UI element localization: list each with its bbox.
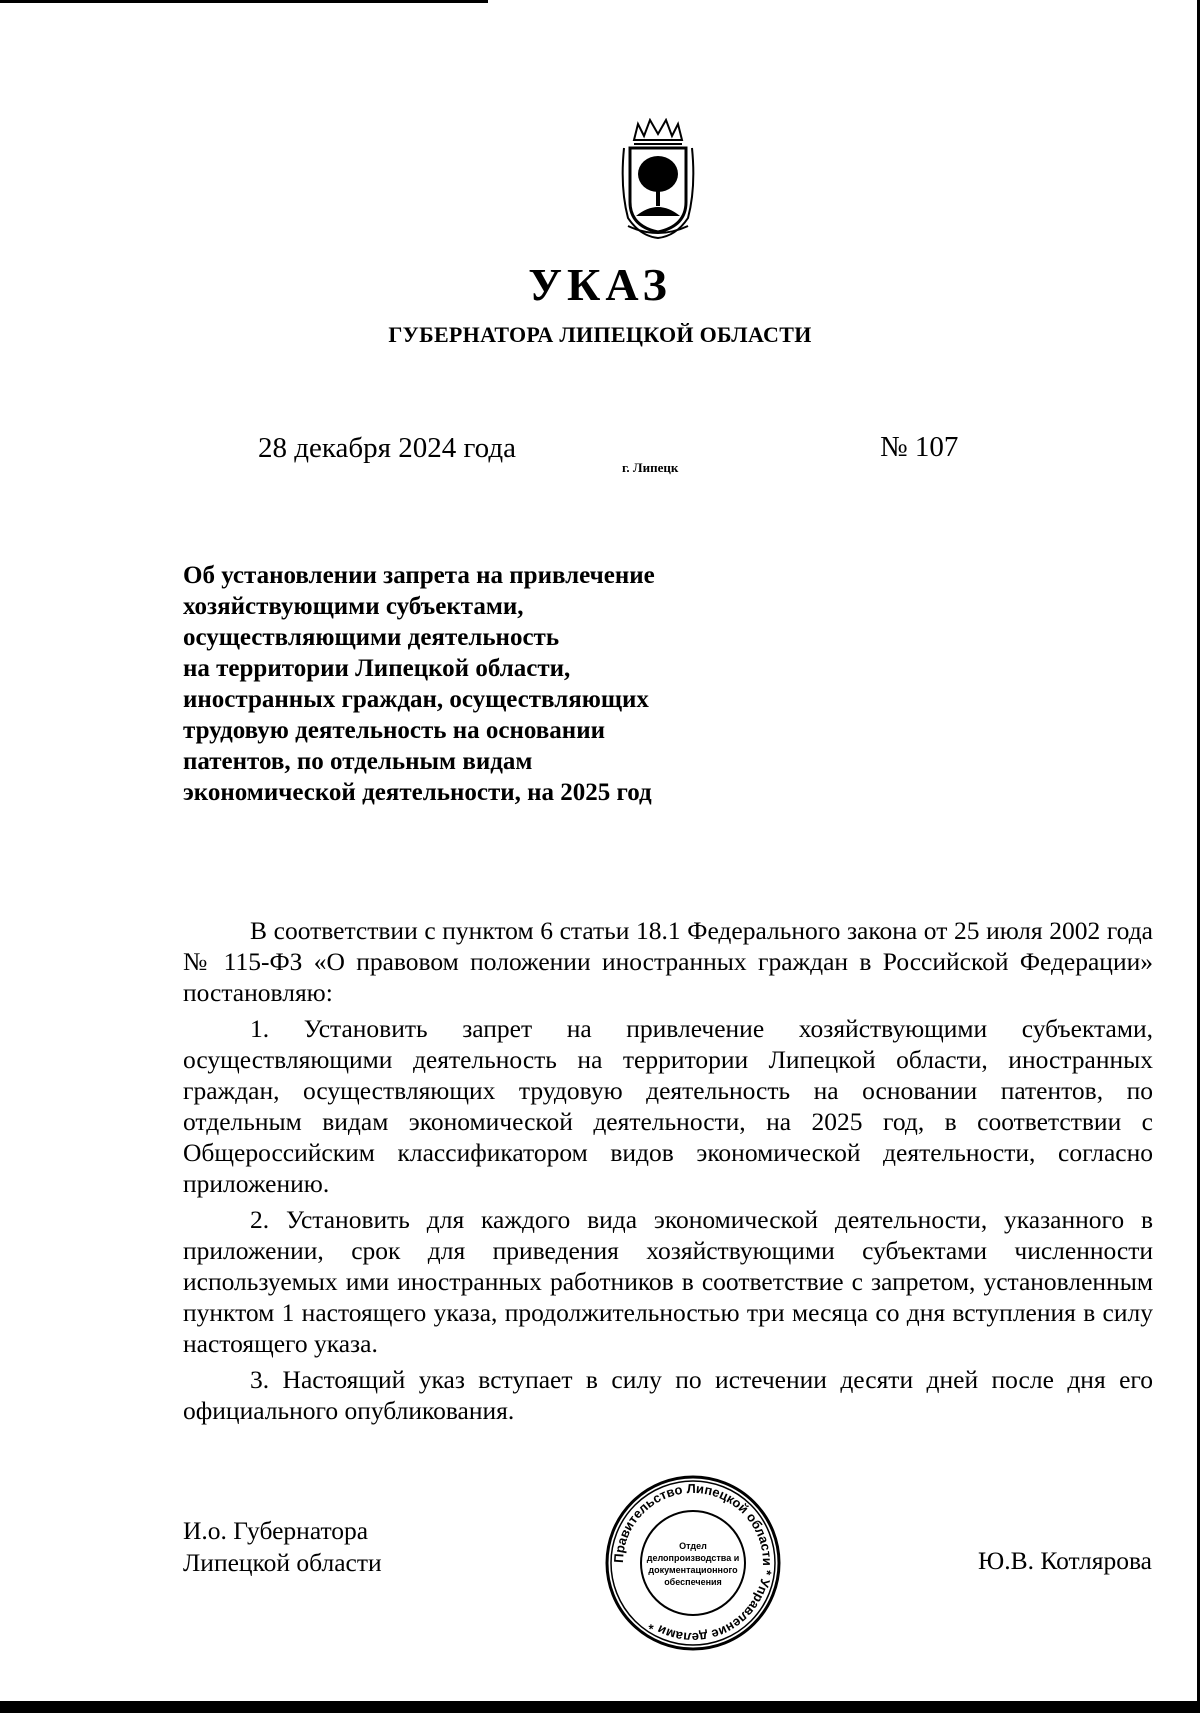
subject-line: хозяйствующими субъектами,	[183, 593, 524, 620]
document-type-title: УКАЗ	[528, 259, 672, 310]
stamp-center-line: делопроизводства и	[646, 1553, 740, 1563]
document-body	[183, 915, 1153, 1426]
stamp-center-line: Отдел	[679, 1541, 707, 1551]
subject-line: экономической деятельности, на 2025 год	[183, 779, 652, 806]
document-issuer: ГУБЕРНАТОРА ЛИПЕЦКОЙ ОБЛАСТИ	[388, 322, 812, 347]
stamp-center-line: документационного	[648, 1565, 738, 1575]
document-date: 28 декабря 2024 года	[258, 432, 516, 464]
lipetsk-coat-of-arms-icon	[620, 118, 696, 240]
stamp-ring-text: Правительство Липецкой области * Управление делами *	[610, 1480, 776, 1646]
signatory-position	[183, 1515, 382, 1579]
subject-line: трудовую деятельность на основании	[183, 717, 605, 744]
signatory-position-line: И.о. Губернатора	[183, 1516, 369, 1545]
scan-bottom-edge	[0, 1701, 1200, 1713]
subject-line: осуществляющими деятельность	[183, 624, 560, 651]
body-clause-3: 3. Настоящий указ вступает в силу по истечении десяти дней после дня его официального опубликования.	[183, 1365, 1153, 1425]
document-subject	[183, 560, 703, 808]
body-clause-2: 2. Установить для каждого вида экономической деятельности, указанного в приложении, срок для приведения хозяйствующими субъектами численности используемых ими иностранных работников в соответствие с запретом, установленным пунктом 1 настоящего указа, продолжительностью три месяца со дня вступления в силу настоящего указа.	[183, 1205, 1153, 1358]
scan-top-edge	[0, 0, 488, 3]
subject-line: на территории Липецкой области,	[183, 655, 571, 682]
document-number: № 107	[880, 431, 959, 463]
subject-line: иностранных граждан, осуществляющих	[183, 686, 649, 713]
body-clause-1: 1. Установить запрет на привлечение хозяйствующими субъектами, осуществляющими деятельность на территории Липецкой области, иностранных граждан, осуществляющих трудовую деятельность на основании патентов, по отдельным видам экономической деятельности, на 2025 год, в соответствии с Общероссийским классификатором видов экономической деятельности, согласно приложению.	[183, 1014, 1153, 1198]
signatory-name: Ю.В. Котлярова	[978, 1546, 1152, 1575]
subject-line: патентов, по отдельным видам	[183, 748, 533, 775]
stamp-center-line: обеспечения	[664, 1577, 722, 1587]
signatory-position-line: Липецкой области	[183, 1548, 382, 1577]
subject-line: Об установлении запрета на привлечение	[183, 562, 655, 589]
document-city: г. Липецк	[622, 460, 679, 475]
body-preamble: В соответствии с пунктом 6 статьи 18.1 Федерального закона от 25 июля 2002 года № 115-ФЗ «О правовом положении иностранных граждан в Российской Федерации» постановляю:	[183, 916, 1153, 1007]
official-stamp	[603, 1473, 783, 1653]
